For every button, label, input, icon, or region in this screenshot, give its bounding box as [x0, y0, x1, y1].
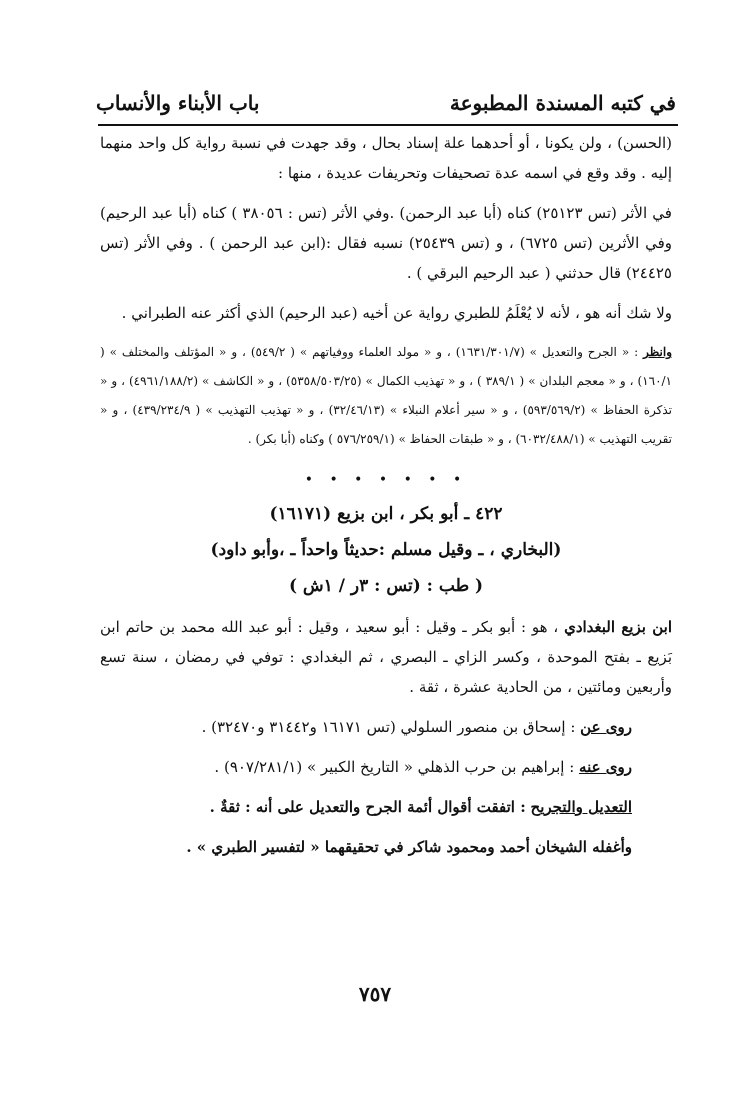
narrated-by-label: روى عنه: [579, 758, 632, 776]
entry-sources: (البخاري ، ـ وقيل مسلم :حديثاً واحداً ـ ،وأبو داود): [210, 540, 562, 560]
narrated-from-label: روى عن: [580, 718, 632, 736]
header-rule: [98, 124, 678, 126]
references-paragraph: [100, 338, 672, 454]
paragraph-3: ولا شك أنه هو ، لأنه لا يُعْلَمُ للطبري رواية عن أخيه (عبد الرحيم) الذي أكثر عنه الطبراني .: [121, 304, 672, 322]
editor-note: وأغفله الشيخان أحمد ومحمود شاكر في تحقيقهما « لتفسير الطبري » .: [186, 838, 632, 856]
narrated-from-text: : إسحاق بن منصور السلولي (تس ١٦١٧١ و٣١٤٤٢ و٣٢٤٧٠) .: [201, 718, 576, 736]
body-text: [100, 128, 672, 862]
entry-title: ٤٢٢ ـ أبو بكر ، ابن بزيع (١٦١٧١): [269, 504, 503, 524]
narrated-by-text: : إبراهيم بن حرب الذهلي « التاريخ الكبير » (٩٠٧/٢٨١/١) .: [214, 758, 575, 776]
section-separator: • • • • • • •: [304, 472, 468, 488]
grading-label: التعديل والتجريح: [530, 798, 632, 816]
narrated-from: [100, 712, 672, 742]
header-book-title: في كتبه المسندة المطبوعة: [449, 91, 676, 115]
entry-count: ( طب : (تس : ٣ر / ١ش ): [288, 576, 484, 596]
running-header: [96, 86, 676, 120]
paragraph-2: في الأثر (تس ٢٥١٢٣) كناه (أبا عبد الرحمن) .وفي الأثر (تس : ٣٨٠٥٦ ) كناه (أبا عبد الرحيم) وفي الأثرين (تس ٦٧٢٥) ، و (تس ٢٥٤٣٩) نسبه فقال :(ابن عبد الرحمن ) . وفي الأثر (تس ٢٤٤٢٥) قال حدثني ( عبد الرحيم البرقي ) .: [100, 204, 673, 282]
entry-name: ابن بزيع البغدادي: [564, 618, 672, 636]
paragraph-1: (الحسن) ، ولن يكونا ، أو أحدهما علة إسناد بحال ، وقد جهدت في نسبة رواية كل واحد منهما إليه . وقد وقع في اسمه عدة تصحيفات وتحريفات عديدة ، منها :: [100, 134, 672, 182]
page-number: ٧٥٧: [358, 982, 392, 1006]
grading-text: : اتفقت أقوال أئمة الجرح والتعديل على أنه : ثقةٌ .: [209, 798, 526, 816]
narrated-by: [100, 752, 672, 782]
entry-bio-text: ، هو : أبو بكر ـ وقيل : أبو سعيد ، وقيل : أبو عبد الله محمد بن حاتم ابن بَزيع ـ بفتح الموحدة ، وكسر الزاي ـ البصري ، ثم البغدادي : توفي في رمضان ، سنة تسع وأربعين ومائتين ، من الحادية عشرة ، ثقة .: [100, 618, 672, 696]
references-label: وانظر: [643, 345, 673, 359]
references-text: : « الجرح والتعديل » (١٦٣١/٣٠١/٧) ، و « مولد العلماء ووفياتهم » ( ٥٤٩/٢) ، و « المؤتلف والمختلف » ( ١٦٠/١) ، و « معجم البلدان » ( ٣٨٩/١ ) ، و « تهذيب الكمال » (٥٣٥٨/٥٠٣/٢٥) ، و « الكاشف » (٤٩٦١/١٨٨/٢) ، و « تذكرة الحفاظ » (٥٩٣/٥٦٩/٢) ، و « سير أعلام النبلاء » (٣٢/٤٦/١٣) ، و « تهذيب التهذيب » ( ٤٣٩/٢٣٤/٩) ، و « تقريب التهذيب » (٦٠٣٢/٤٨٨/١) ، و « طبقات الحفاظ » (٥٧٦/٢٥٩/١ ) وكناه (أبا بكر) .: [100, 345, 673, 446]
header-chapter-title: باب الأبناء والأنساب: [96, 91, 260, 115]
entry-biography: [100, 612, 672, 702]
grading: [100, 792, 672, 822]
